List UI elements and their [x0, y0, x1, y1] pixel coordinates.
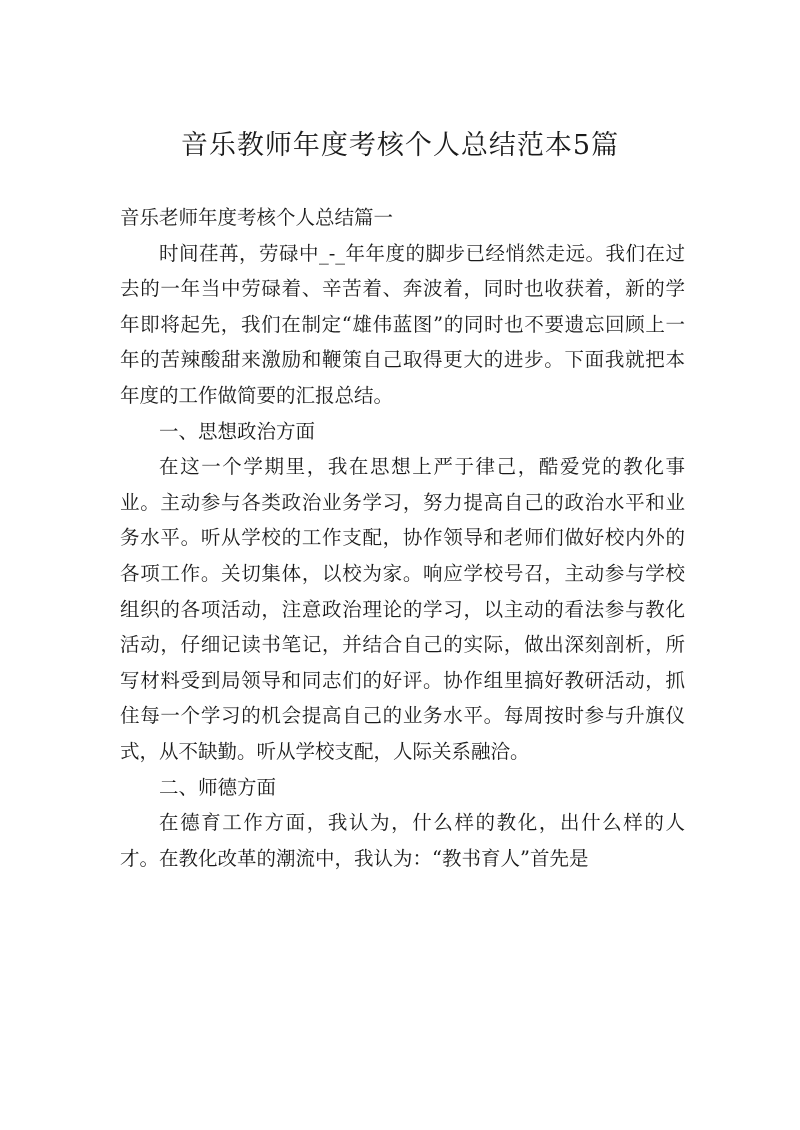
paragraph-intro: 时间荏苒，劳碌中_-_年年度的脚步已经悄然走远。我们在过去的一年当中劳碌着、辛苦着、奔波着，同时也收获着，新的学年即将起先，我们在制定“雄伟蓝图”的同时也不要遗忘回顾上一年的苦辣酸甜来激励和鞭策自己取得更大的进步。下面我就把本年度的工作做简要的汇报总结。	[120, 241, 685, 407]
paragraph-teacher-ethics: 在德育工作方面，我认为，什么样的教化，出什么样的人才。在教化改革的潮流中，我认为：“教书育人”首先是	[120, 811, 685, 870]
document-body	[120, 200, 685, 876]
heading-teacher-ethics: 二、师德方面	[159, 775, 277, 799]
heading-ideology-politics: 一、思想政治方面	[159, 419, 316, 443]
section-subtitle: 音乐老师年度考核个人总结篇一	[120, 206, 394, 229]
paragraph-ideology-politics: 在这一个学期里，我在思想上严于律己，酷爱党的教化事业。主动参与各类政治业务学习，努力提高自己的政治水平和业务水平。听从学校的工作支配，协作领导和老师们做好校内外的各项工作。关切集体，以校为家。响应学校号召，主动参与学校组织的各项活动，注意政治理论的学习，以主动的看法参与教化活动，仔细记读书笔记，并结合自己的实际，做出深刻剖析，所写材料受到局领导和同志们的好评。协作组里搞好教研活动，抓住每一个学习的机会提高自己的业务水平。每周按时参与升旗仪式，从不缺勤。听从学校支配，人际关系融洽。	[120, 455, 685, 763]
document-title: 音乐教师年度考核个人总结范本5篇	[180, 130, 620, 161]
